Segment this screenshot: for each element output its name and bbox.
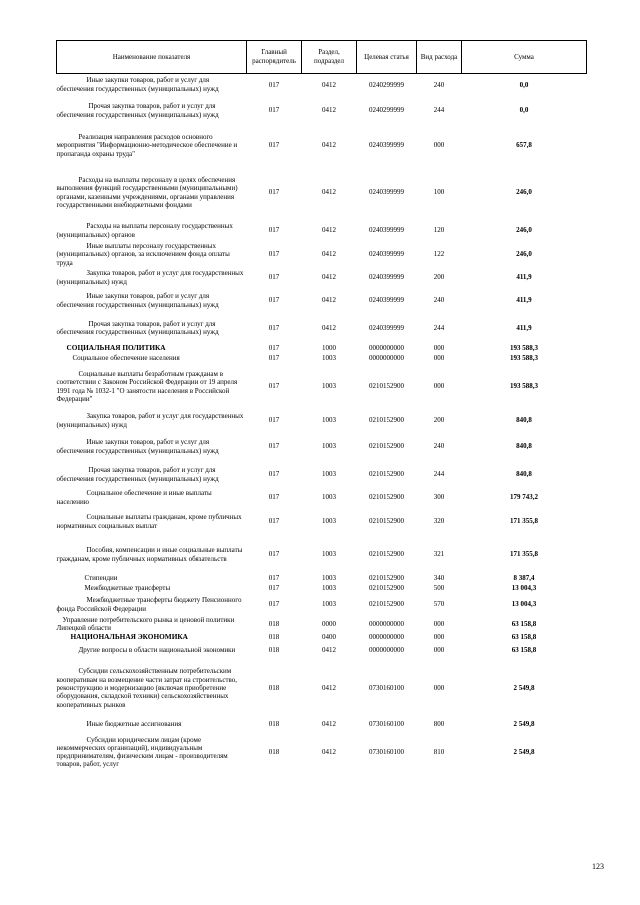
cell-name bbox=[57, 462, 247, 488]
cell-target: 0000000000 bbox=[369, 343, 404, 352]
col-header-name: Наименование показателя bbox=[57, 41, 247, 74]
cell-expense: 100 bbox=[433, 188, 445, 197]
cell-target: 0240399999 bbox=[369, 296, 404, 305]
cell-sum: 171 355,8 bbox=[510, 517, 538, 526]
cell-name-text: Иные закупки товаров, работ и услуг для обеспечения государственных (муниципальных) нужд bbox=[56, 292, 219, 309]
cell-section: 0412 bbox=[322, 719, 336, 728]
cell-expense: 000 bbox=[433, 645, 445, 654]
cell-section: 0000 bbox=[322, 619, 336, 628]
cell-name-text: Иные закупки товаров, работ и услуг для обеспечения государственных (муниципальных) нужд bbox=[56, 76, 219, 93]
table-row bbox=[57, 632, 587, 642]
cell-admin: 017 bbox=[268, 323, 280, 332]
table-row bbox=[57, 364, 587, 410]
table-row bbox=[57, 343, 587, 354]
cell-name bbox=[57, 536, 247, 574]
cell-admin: 017 bbox=[268, 550, 280, 559]
cell-admin: 017 bbox=[268, 226, 280, 235]
cell-target: 0210152900 bbox=[369, 442, 404, 451]
table-row bbox=[57, 718, 587, 730]
cell-name-text: Межбюджетные трансферты bbox=[84, 584, 171, 593]
cell-name bbox=[57, 96, 247, 126]
cell-expense: 240 bbox=[433, 442, 445, 451]
cell-name bbox=[57, 632, 247, 642]
cell-admin: 017 bbox=[268, 584, 280, 593]
cell-name bbox=[57, 488, 247, 508]
cell-expense: 200 bbox=[433, 273, 445, 282]
cell-target: 0000000000 bbox=[369, 354, 404, 363]
col-header-admin: Главный распорядитель bbox=[247, 41, 302, 74]
cell-name-text: Пособия, компенсации и иные социальные выплаты гражданам, кроме публичных нормативных обязательств bbox=[56, 546, 243, 563]
cell-admin: 017 bbox=[268, 273, 280, 282]
table-row bbox=[57, 642, 587, 658]
cell-sum: 0,0 bbox=[519, 80, 529, 89]
cell-section: 0400 bbox=[322, 632, 336, 641]
cell-sum: 411,9 bbox=[516, 323, 532, 332]
cell-name bbox=[57, 658, 247, 718]
cell-sum: 63 158,8 bbox=[511, 619, 537, 628]
table-row bbox=[57, 616, 587, 633]
cell-section: 0412 bbox=[322, 226, 336, 235]
cell-name bbox=[57, 220, 247, 242]
cell-name bbox=[57, 410, 247, 432]
cell-name bbox=[57, 364, 247, 410]
cell-name-text: Реализация направления расходов основного мероприятия "Информационно-методическое обеспечение и пропаганда охраны труда" bbox=[56, 133, 238, 158]
cell-target: 0210152900 bbox=[369, 574, 404, 583]
cell-target: 0000000000 bbox=[369, 619, 404, 628]
cell-section: 1003 bbox=[322, 574, 336, 583]
cell-expense: 800 bbox=[433, 719, 445, 728]
cell-admin: 017 bbox=[268, 141, 280, 150]
cell-section: 0412 bbox=[322, 683, 336, 692]
cell-sum: 840,8 bbox=[516, 416, 532, 425]
table-row bbox=[57, 354, 587, 364]
cell-name-text: Закупка товаров, работ и услуг для государственных (муниципальных) нужд bbox=[56, 269, 244, 286]
page-number: 123 bbox=[592, 862, 604, 871]
cell-target: 0240299999 bbox=[369, 80, 404, 89]
cell-expense: 300 bbox=[433, 493, 445, 502]
cell-admin: 018 bbox=[268, 719, 280, 728]
cell-target: 0210152900 bbox=[369, 470, 404, 479]
cell-name bbox=[57, 616, 247, 633]
cell-sum: 63 158,8 bbox=[511, 645, 537, 654]
cell-target: 0210152900 bbox=[369, 600, 404, 609]
cell-admin: 017 bbox=[268, 382, 280, 391]
cell-target: 0240399999 bbox=[369, 226, 404, 235]
cell-sum: 246,0 bbox=[516, 226, 532, 235]
cell-section: 1000 bbox=[322, 343, 336, 352]
table-row bbox=[57, 288, 587, 314]
table-row bbox=[57, 432, 587, 462]
cell-target: 0240399999 bbox=[369, 273, 404, 282]
cell-section: 0412 bbox=[322, 323, 336, 332]
cell-name-text: Другие вопросы в области национальной экономики bbox=[78, 645, 236, 654]
cell-admin: 017 bbox=[268, 442, 280, 451]
cell-name-text: Прочая закупка товаров, работ и услуг для обеспечения государственных (муниципальных) нужд bbox=[56, 319, 219, 336]
cell-section: 0412 bbox=[322, 188, 336, 197]
cell-name-text: Субсидии юридическим лицам (кроме некоммерческих организаций), индивидуальным предпринимателям, физическим лицам - производителям товаров, работ, услуг bbox=[56, 735, 228, 769]
cell-name-text: Прочая закупка товаров, работ и услуг для обеспечения государственных (муниципальных) нужд bbox=[56, 102, 219, 119]
cell-expense: 000 bbox=[433, 632, 445, 641]
cell-sum: 246,0 bbox=[516, 188, 532, 197]
cell-name-text: Стипендии bbox=[84, 574, 118, 583]
table-body bbox=[57, 74, 587, 775]
cell-name bbox=[57, 432, 247, 462]
cell-section: 1003 bbox=[322, 354, 336, 363]
cell-admin: 017 bbox=[268, 343, 280, 352]
cell-expense: 000 bbox=[433, 619, 445, 628]
cell-name-text: Управление потребительского рынка и ценовой политики Липецкой области bbox=[56, 615, 235, 632]
cell-name bbox=[57, 718, 247, 730]
cell-section: 0412 bbox=[322, 80, 336, 89]
table-row bbox=[57, 574, 587, 584]
cell-expense: 120 bbox=[433, 226, 445, 235]
cell-admin: 017 bbox=[268, 250, 280, 259]
cell-name bbox=[57, 354, 247, 364]
cell-expense: 240 bbox=[433, 296, 445, 305]
cell-section: 1003 bbox=[322, 416, 336, 425]
cell-admin: 018 bbox=[268, 747, 280, 756]
table-row bbox=[57, 74, 587, 96]
cell-expense: 244 bbox=[433, 323, 445, 332]
cell-sum: 2 549,8 bbox=[513, 683, 535, 692]
col-header-sum: Сумма bbox=[462, 41, 587, 74]
cell-sum: 2 549,8 bbox=[513, 719, 535, 728]
cell-name bbox=[57, 268, 247, 288]
table-row bbox=[57, 220, 587, 242]
cell-expense: 320 bbox=[433, 517, 445, 526]
cell-target: 0210152900 bbox=[369, 584, 404, 593]
cell-section: 0412 bbox=[322, 250, 336, 259]
cell-sum: 411,9 bbox=[516, 296, 532, 305]
cell-section: 0412 bbox=[322, 106, 336, 115]
table-row bbox=[57, 594, 587, 616]
cell-expense: 321 bbox=[433, 550, 445, 559]
cell-name bbox=[57, 126, 247, 166]
cell-expense: 340 bbox=[433, 574, 445, 583]
cell-expense: 810 bbox=[433, 747, 445, 756]
cell-expense: 244 bbox=[433, 470, 445, 479]
cell-expense: 500 bbox=[433, 584, 445, 593]
cell-target: 0210152900 bbox=[369, 550, 404, 559]
cell-admin: 018 bbox=[268, 619, 280, 628]
cell-name-text: Расходы на выплаты персоналу государственных (муниципальных) органов bbox=[56, 222, 233, 239]
cell-target: 0730160100 bbox=[369, 683, 404, 692]
cell-name-text: Межбюджетные трансферты бюджету Пенсионного фонда Российской Федерации bbox=[56, 596, 242, 613]
cell-name-text: Прочая закупка товаров, работ и услуг для обеспечения государственных (муниципальных) нужд bbox=[56, 466, 219, 483]
cell-target: 0210152900 bbox=[369, 517, 404, 526]
cell-admin: 018 bbox=[268, 683, 280, 692]
cell-section: 0412 bbox=[322, 645, 336, 654]
cell-target: 0730160100 bbox=[369, 719, 404, 728]
cell-section: 1003 bbox=[322, 442, 336, 451]
table-row bbox=[57, 730, 587, 774]
cell-target: 0240399999 bbox=[369, 250, 404, 259]
cell-sum: 8 387,4 bbox=[513, 574, 535, 583]
cell-expense: 000 bbox=[433, 141, 445, 150]
cell-target: 0000000000 bbox=[369, 632, 404, 641]
cell-name bbox=[57, 314, 247, 343]
col-header-expense: Вид расхода bbox=[417, 41, 462, 74]
table-row bbox=[57, 658, 587, 718]
cell-admin: 017 bbox=[268, 296, 280, 305]
cell-section: 1003 bbox=[322, 517, 336, 526]
cell-admin: 018 bbox=[268, 632, 280, 641]
cell-expense: 000 bbox=[433, 683, 445, 692]
cell-admin: 017 bbox=[268, 470, 280, 479]
cell-name bbox=[57, 508, 247, 536]
cell-sum: 657,8 bbox=[516, 141, 532, 150]
cell-admin: 017 bbox=[268, 517, 280, 526]
cell-name-text: Социальное обеспечение населения bbox=[72, 354, 180, 363]
table-row bbox=[57, 488, 587, 508]
cell-admin: 018 bbox=[268, 645, 280, 654]
cell-name-text: Закупка товаров, работ и услуг для государственных (муниципальных) нужд bbox=[56, 412, 244, 429]
cell-name bbox=[57, 584, 247, 594]
cell-sum: 193 588,3 bbox=[510, 354, 538, 363]
cell-sum: 63 158,8 bbox=[511, 632, 537, 641]
table-row bbox=[57, 410, 587, 432]
cell-name-text: Социальные выплаты безработным гражданам в соответствии с Законом Российской Федерации от 19 апреля 1991 года № 1032-1 "О занятости населения в Российской Федерации" bbox=[56, 369, 238, 403]
cell-expense: 244 bbox=[433, 106, 445, 115]
cell-admin: 017 bbox=[268, 574, 280, 583]
table-row bbox=[57, 126, 587, 166]
cell-target: 0240299999 bbox=[369, 106, 404, 115]
cell-name bbox=[57, 730, 247, 774]
cell-section: 0412 bbox=[322, 296, 336, 305]
cell-name-text: Социальные выплаты гражданам, кроме публичных нормативных социальных выплат bbox=[56, 513, 242, 530]
cell-name bbox=[57, 594, 247, 616]
cell-target: 0240399999 bbox=[369, 141, 404, 150]
cell-name bbox=[57, 343, 247, 354]
table-row bbox=[57, 536, 587, 574]
cell-name bbox=[57, 642, 247, 658]
cell-target: 0210152900 bbox=[369, 382, 404, 391]
cell-name bbox=[57, 288, 247, 314]
cell-sum: 171 355,8 bbox=[510, 550, 538, 559]
budget-table bbox=[56, 40, 587, 774]
table-row bbox=[57, 166, 587, 220]
cell-section: 0412 bbox=[322, 141, 336, 150]
cell-sum: 193 588,3 bbox=[510, 382, 538, 391]
cell-expense: 240 bbox=[433, 80, 445, 89]
cell-target: 0240399999 bbox=[369, 323, 404, 332]
cell-target: 0000000000 bbox=[369, 645, 404, 654]
cell-expense: 000 bbox=[433, 354, 445, 363]
cell-name bbox=[57, 574, 247, 584]
cell-target: 0210152900 bbox=[369, 493, 404, 502]
cell-name-text: Иные бюджетные ассигнования bbox=[86, 719, 182, 728]
table-row bbox=[57, 584, 587, 594]
cell-sum: 840,8 bbox=[516, 470, 532, 479]
cell-target: 0730160100 bbox=[369, 747, 404, 756]
cell-name-text: СОЦИАЛЬНАЯ ПОЛИТИКА bbox=[66, 342, 166, 352]
cell-expense: 000 bbox=[433, 343, 445, 352]
cell-name-text: Субсидии сельскохозяйственным потребительским кооперативам на возмещение части затрат на строительство, реконструкцию и модернизацию (включая приобретение оборудования, складской техники) сельскохозяйственных кооперативных рынков bbox=[56, 667, 238, 709]
cell-name-text: Расходы на выплаты персоналу в целях обеспечения выполнения функций государственными (муниципальными) органами, казенными учреждениями, органами управления государственными внебюджетными фондами bbox=[56, 175, 238, 209]
cell-expense: 200 bbox=[433, 416, 445, 425]
cell-sum: 13 004,3 bbox=[511, 584, 537, 593]
cell-sum: 179 743,2 bbox=[510, 493, 538, 502]
table-row bbox=[57, 268, 587, 288]
col-header-section: Раздел, подраздел bbox=[302, 41, 357, 74]
cell-expense: 122 bbox=[433, 250, 445, 259]
cell-expense: 570 bbox=[433, 600, 445, 609]
cell-target: 0240399999 bbox=[369, 188, 404, 197]
table-row bbox=[57, 96, 587, 126]
table-row bbox=[57, 508, 587, 536]
cell-sum: 840,8 bbox=[516, 442, 532, 451]
cell-admin: 017 bbox=[268, 188, 280, 197]
cell-name-text: Иные закупки товаров, работ и услуг для обеспечения государственных (муниципальных) нужд bbox=[56, 438, 219, 455]
cell-sum: 13 004,3 bbox=[511, 600, 537, 609]
cell-section: 1003 bbox=[322, 470, 336, 479]
cell-admin: 017 bbox=[268, 80, 280, 89]
cell-section: 1003 bbox=[322, 493, 336, 502]
cell-name bbox=[57, 166, 247, 220]
cell-admin: 017 bbox=[268, 600, 280, 609]
cell-name bbox=[57, 242, 247, 268]
table-row bbox=[57, 314, 587, 343]
cell-name bbox=[57, 74, 247, 96]
cell-target: 0210152900 bbox=[369, 416, 404, 425]
cell-name-text: Социальное обеспечение и иные выплаты населению bbox=[56, 489, 212, 506]
cell-expense: 000 bbox=[433, 382, 445, 391]
cell-sum: 411,9 bbox=[516, 273, 532, 282]
cell-section: 1003 bbox=[322, 600, 336, 609]
cell-sum: 193 588,3 bbox=[510, 343, 538, 352]
cell-section: 1003 bbox=[322, 584, 336, 593]
table-header-row bbox=[57, 41, 587, 74]
cell-sum: 246,0 bbox=[516, 250, 532, 259]
cell-section: 0412 bbox=[322, 273, 336, 282]
cell-section: 1003 bbox=[322, 550, 336, 559]
cell-name-text: НАЦИОНАЛЬНАЯ ЭКОНОМИКА bbox=[70, 631, 188, 641]
cell-admin: 017 bbox=[268, 416, 280, 425]
cell-name-text: Иные выплаты персоналу государственных (муниципальных) органов, за исключением фонда оплаты труда bbox=[56, 242, 230, 267]
col-header-target: Целевая статья bbox=[357, 41, 417, 74]
table-row bbox=[57, 242, 587, 268]
cell-admin: 017 bbox=[268, 493, 280, 502]
cell-sum: 0,0 bbox=[519, 106, 529, 115]
table-row bbox=[57, 462, 587, 488]
cell-admin: 017 bbox=[268, 106, 280, 115]
cell-sum: 2 549,8 bbox=[513, 747, 535, 756]
cell-section: 1003 bbox=[322, 382, 336, 391]
cell-admin: 017 bbox=[268, 354, 280, 363]
cell-section: 0412 bbox=[322, 747, 336, 756]
